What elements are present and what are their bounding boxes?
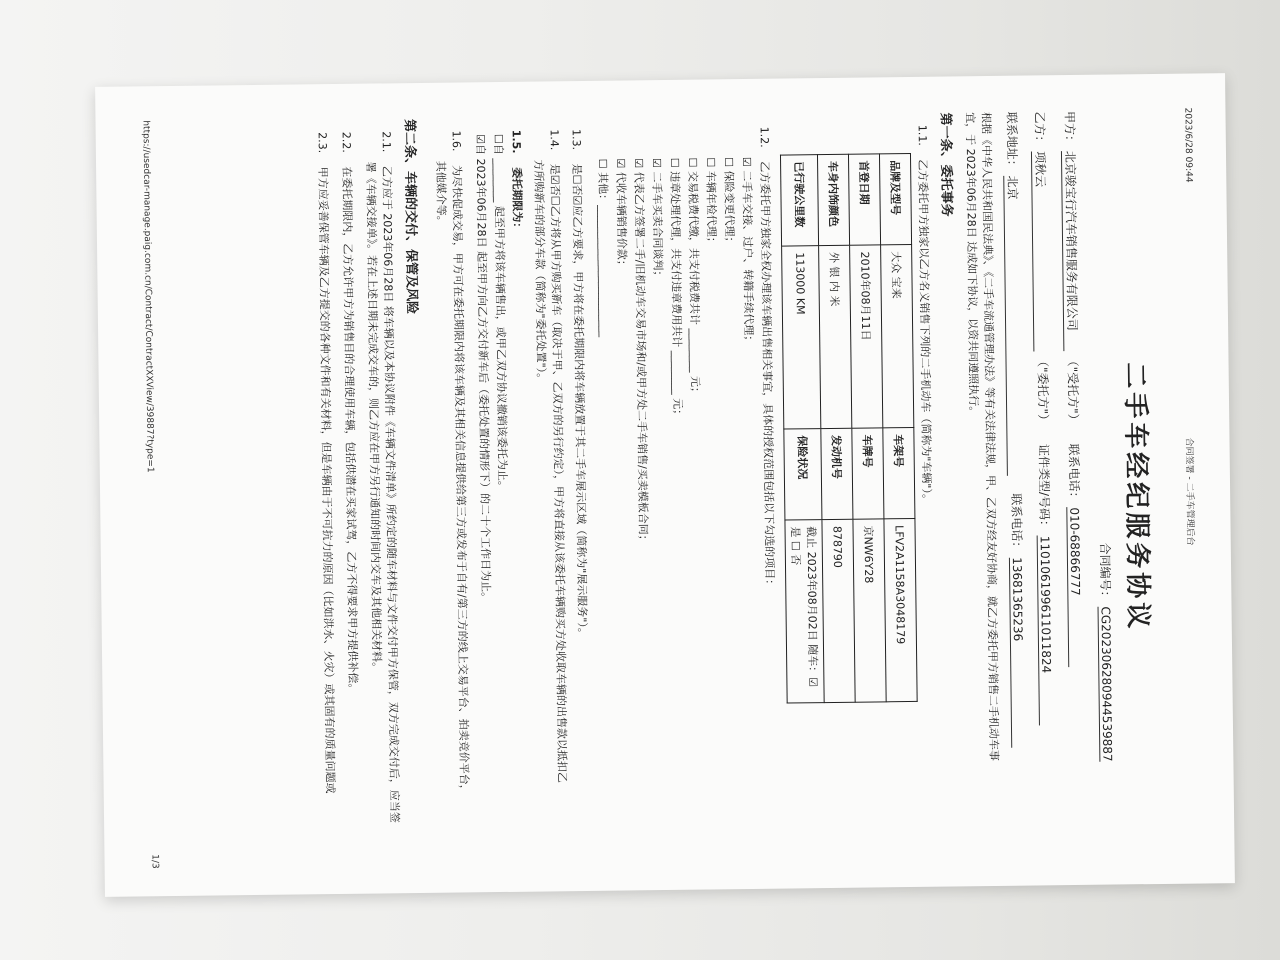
- party-b-id: 110106199611011824: [1037, 536, 1054, 726]
- party-b-phone: 13681365236: [1009, 557, 1026, 747]
- clause-1-6-text-2: 其他媒介等。: [434, 160, 448, 227]
- table-value-cell: 大众 宝来: [881, 244, 914, 427]
- clause-1-2-text: 乙方委托甲方独家全权办理该车辆出售相关事宜，具体的授权范围包括以下勾选的项目：: [758, 161, 777, 591]
- table-value-cell: LFV2A1158A3048179: [884, 518, 917, 701]
- contract-number: [1097, 543, 1117, 762]
- list-item[interactable]: ☑ 二手车交接、过户、转籍手续代理；: [739, 156, 756, 347]
- list-item[interactable]: ☑ 代表乙方签署二手/旧机动车交易市场和/或甲方处二手车销售/买卖模板合同；: [632, 158, 650, 546]
- table-header-cell: 车身内饰颜色: [817, 154, 849, 245]
- party-b-phone-label: 联系电话：: [1009, 493, 1024, 554]
- section-1-heading: 第一条、委托事务: [937, 112, 954, 217]
- list-item[interactable]: ☑ 二手车买卖合同谈判；: [650, 157, 665, 282]
- clause-1-5-number: 1.5.: [509, 129, 523, 154]
- table-header-cell: 品牌及型号: [879, 153, 911, 244]
- clause-1-2-number: 1.2.: [757, 126, 771, 148]
- clause-1-3-text: 是☐否☑应乙方要求，甲方将在委托期限内将车辆放置于其二手车展示区域（简称为"展示服务"）。: [570, 163, 589, 639]
- party-b-line: [1030, 111, 1056, 726]
- party-a-phone-label: 联系电话：: [1066, 443, 1082, 504]
- clause-1-4: [547, 129, 571, 783]
- party-a-label: 甲方：: [1062, 110, 1077, 148]
- clause-1-6: [449, 130, 473, 795]
- table-header-cell: 发动机号: [821, 428, 853, 519]
- clause-1-1-number: 1.1.: [915, 124, 929, 146]
- clause-2-2-number: 2.2.: [339, 131, 353, 153]
- list-item[interactable]: ☐ 违章处理代理，共支付违章费用共计 ________ 元；: [668, 157, 685, 421]
- clause-1-1-text: 乙方委托甲方独家以乙方名义销售下列的二手机动车（简称为"车辆"）。: [916, 159, 934, 506]
- vehicle-info-table: [780, 153, 918, 704]
- clause-1-4-text-2: 方所购新车的部分车款（简称为"委托处置"）。: [532, 159, 548, 385]
- table-value-cell: 外 银 内 米: [819, 245, 852, 428]
- clause-2-3-number: 2.3.: [315, 132, 329, 154]
- table-value-cell: 113000 KM: [782, 246, 821, 429]
- party-b-name: 项秋云: [1031, 151, 1051, 351]
- clause-2-1-number: 2.1.: [379, 131, 393, 153]
- clause-1-3-number: 1.3.: [569, 128, 583, 151]
- party-a-name: 北京骏宝行汽车销售服务有限公司: [1061, 151, 1081, 351]
- intro-line-2: 宜，于 2023年06月28日 达成如下协议，以资共同遵照执行。: [963, 112, 981, 418]
- table-header-cell: 保险状况: [784, 429, 822, 520]
- table-header-cell: 已行驶公里数: [780, 155, 818, 246]
- table-header-cell: 车牌号: [852, 428, 884, 519]
- clause-2-1-text-1: 乙方应于 2023年06月28日 将车辆以及本协议附件《车辆文件清单》所约定的随车材料与文件交付甲方保管，双方完成交付后，应当签: [380, 165, 402, 823]
- clause-1-6-number: 1.6.: [449, 130, 463, 152]
- clause-2-3-text: 甲方应妥善保管车辆及乙方提交的各种文件和有关材料，但是车辆由于不可抗力的原因（比如洪水、火灾）或其固有的质量问题或: [316, 166, 337, 794]
- contract-number-value: CG202306280944539887: [1098, 606, 1115, 762]
- clause-1-1: [915, 125, 936, 505]
- table-value-cell: 2010年08月11日: [850, 245, 883, 428]
- print-datetime: 2023/6/28 09:44: [1182, 107, 1194, 183]
- table-header-cell: 车架号: [883, 427, 915, 518]
- clause-1-5: [509, 130, 526, 234]
- clause-1-2: [757, 127, 779, 591]
- party-b-addr: 北京: [1003, 175, 1025, 475]
- party-b-role: （"委托方"）: [1035, 354, 1051, 427]
- table-header-cell: 首登日期: [848, 154, 880, 245]
- footer-url[interactable]: https://usedcar-manage.paig.com.cn/Contract/ContractXXView/39887?type=1: [140, 120, 155, 473]
- page-title: 二手车经纪服务协议: [1119, 362, 1153, 633]
- clause-1-3: [569, 129, 591, 639]
- party-a-role: （"受托方"）: [1065, 354, 1081, 426]
- list-item[interactable]: ☐ 车辆年检代理；: [704, 157, 719, 248]
- table-row: [780, 155, 824, 703]
- party-b-label: 乙方：: [1032, 111, 1047, 148]
- clause-2-2-text: 在委托期限内，乙方允许甲方为销售目的合理使用车辆，包括供潜在买家试驾，乙方不得要求甲方提供补偿。: [340, 166, 360, 695]
- clause-1-4-text-1: 是☑否☐乙方将从甲方购买新车（取决于甲、乙双方的另行约定），甲方将直接从该委托车辆购买方处收取车辆的出售款以抵扣乙: [548, 163, 569, 784]
- party-a-line: [1060, 111, 1085, 668]
- list-item[interactable]: ☐ 保险变更代理；: [722, 157, 737, 248]
- clause-2-1-text-2: 署《车辆交接单》。若在上述日期未完成交车的，则乙方应在甲方另行通知的时间内交车及其他相关材料。: [364, 161, 384, 674]
- party-b-contact-line: [1002, 112, 1028, 748]
- term-option-a[interactable]: ☐自 ________ 起至甲方将该车辆售出，或甲乙双方协议撤销该委托为止。: [491, 133, 510, 492]
- party-a-phone: 010-68866777: [1066, 507, 1083, 667]
- term-option-b[interactable]: ☑自 2023年06月28日 起至甲方向乙方交付新车后（委托处置的情形下）的二十个工作日为止。: [473, 134, 493, 604]
- clause-1-4-number: 1.4.: [547, 129, 561, 151]
- intro-line-1: 根据《中华人民共和国民法典》、《二手车流通管理办法》等有关法律法规，甲、乙双方经友好协商，就乙方委托甲方销售二手机动车事: [979, 111, 1001, 762]
- table-value-cell: 京NW6Y28: [853, 519, 886, 702]
- contract-paper: [95, 73, 1235, 897]
- contract-number-label: 合同编号：: [1097, 542, 1113, 603]
- table-value-cell: 878790: [822, 519, 855, 702]
- party-b-addr-label: 联系地址：: [1004, 111, 1020, 172]
- party-b-id-label: 证件类型/号码：: [1036, 443, 1052, 533]
- list-item[interactable]: ☑ 代收车辆销售价款；: [614, 158, 629, 271]
- authorization-list: [593, 157, 760, 546]
- clause-2-2: [339, 132, 362, 695]
- clause-1-5-title: 委托期限为：: [510, 167, 524, 234]
- clause-1-6-text-1: 为尽快促成交易，甲方可在委托期限内将该车辆及其相关信息提供给第三方或发布于自有/第三方的线上交易平台、拍卖竞价平台，: [450, 164, 471, 796]
- list-item[interactable]: ☐ 其他：________________________: [596, 158, 612, 338]
- document-content: [120, 101, 1209, 884]
- table-value-cell: 截止 2023年08月02日 随车：☑ 是 ☐ 否: [785, 520, 824, 703]
- print-system-title: 合同签署 - 二手车管理后台: [1183, 437, 1195, 546]
- section-2-heading: 第二条、车辆的交付、保管及风险: [401, 119, 419, 315]
- page-number: 1/3: [149, 854, 160, 869]
- clause-2-3: [315, 132, 339, 794]
- list-item[interactable]: ☐ 交易税费代缴，共支付税费共计 ________ 元；: [686, 157, 702, 399]
